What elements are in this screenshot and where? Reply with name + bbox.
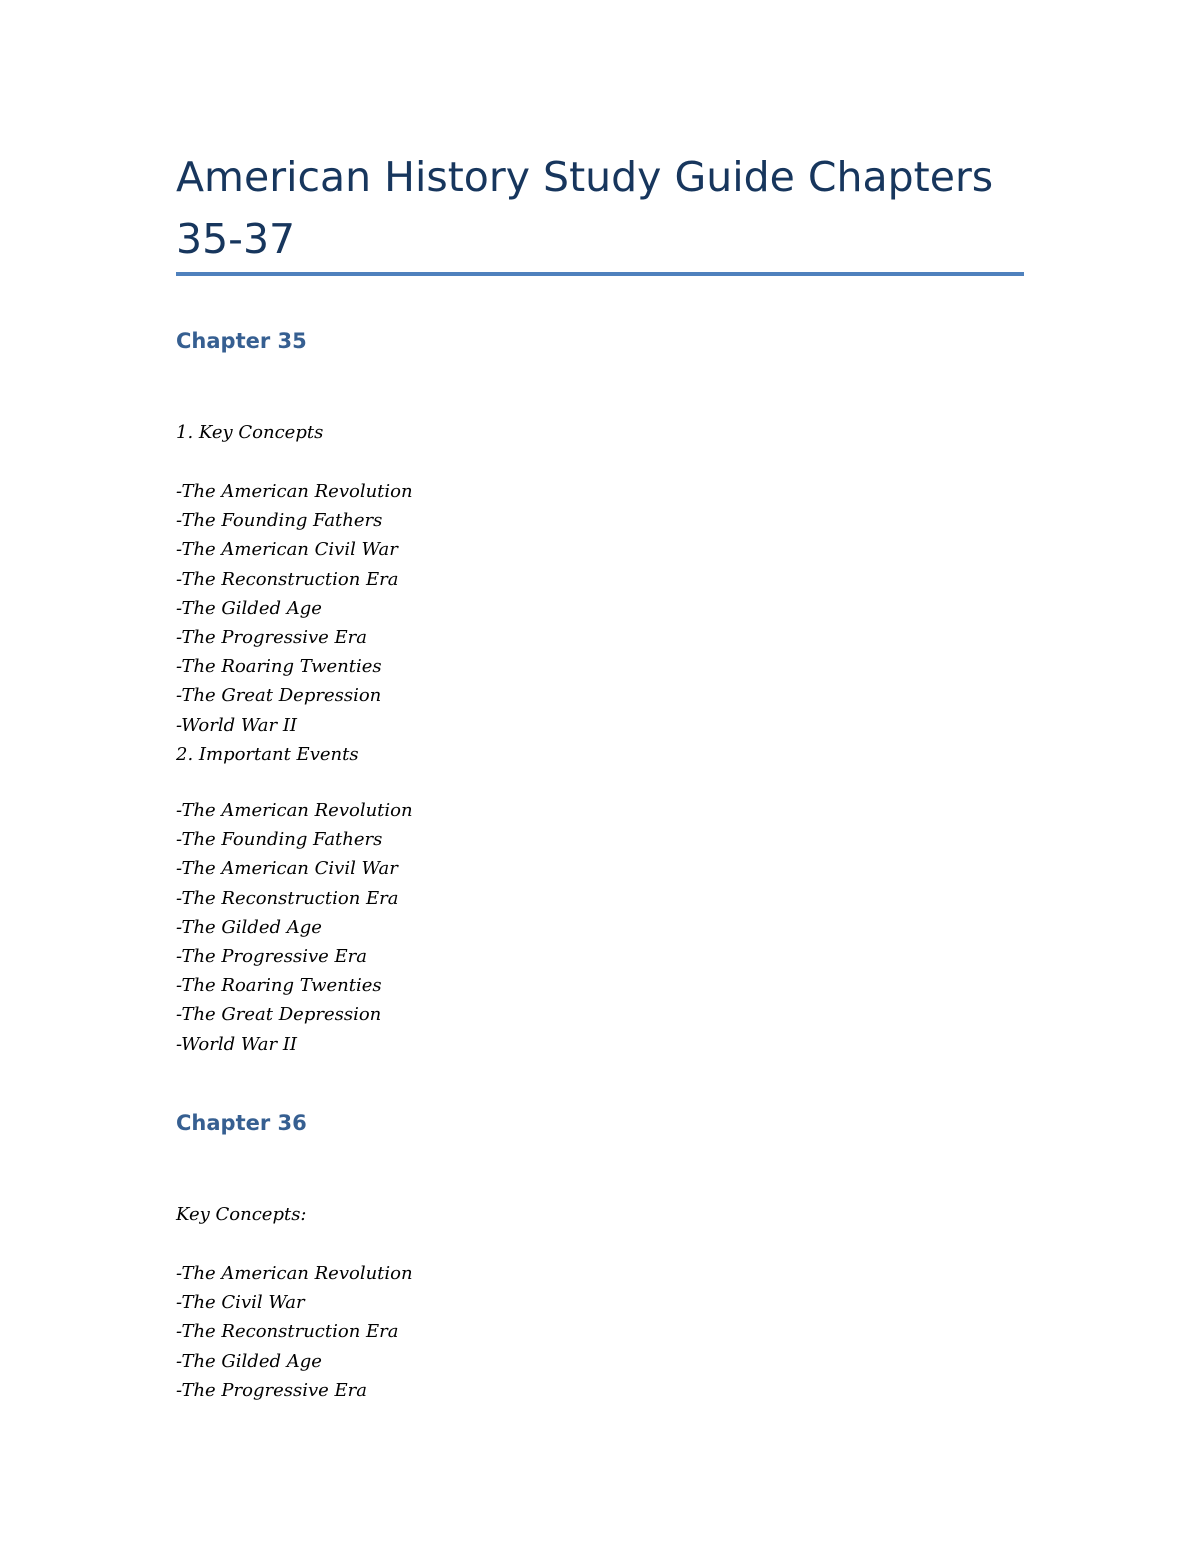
list-item: -The American Revolution <box>176 481 413 502</box>
list-item: -The Founding Fathers <box>176 829 383 851</box>
chapter-36-key-concepts-label: Key Concepts: <box>176 1204 307 1225</box>
list-item: -The Great Depression <box>176 685 382 707</box>
list-item: -The Progressive Era <box>176 626 367 648</box>
list-item: -World War II <box>176 714 298 736</box>
list-item: -The Founding Fathers <box>176 510 383 532</box>
list-item: -The Civil War <box>176 1292 305 1314</box>
list-item: -The Reconstruction Era <box>176 1321 399 1343</box>
list-item: -The Roaring Twenties <box>176 656 382 678</box>
list-item: -The American Revolution <box>176 800 413 821</box>
list-item: -The Reconstruction Era <box>176 887 399 909</box>
chapter-35-important-events-list <box>176 796 413 1059</box>
document-title: American History Study Guide Chapters 35-37 <box>176 153 994 263</box>
list-item: -The American Civil War <box>176 539 398 561</box>
chapter-35-important-events-label: 2. Important Events <box>176 743 359 765</box>
list-item: -The Gilded Age <box>176 597 322 619</box>
list-item: -The Progressive Era <box>176 1379 367 1401</box>
list-item: -The American Revolution <box>176 1263 413 1284</box>
list-item: -The American Civil War <box>176 858 398 880</box>
list-item: -The Roaring Twenties <box>176 975 382 997</box>
list-item: -The Gilded Age <box>176 1350 322 1372</box>
chapter-35-key-concepts-label: 1. Key Concepts <box>176 422 324 443</box>
list-item: -The Gilded Age <box>176 916 322 938</box>
list-item: -World War II <box>176 1033 298 1055</box>
list-item: -The Reconstruction Era <box>176 568 399 590</box>
chapter-35-heading: Chapter 35 <box>176 329 307 353</box>
list-item: -The Progressive Era <box>176 945 367 967</box>
chapter-36-heading: Chapter 36 <box>176 1111 307 1135</box>
list-item: -The Great Depression <box>176 1004 382 1026</box>
chapter-36-key-concepts-list <box>176 1259 413 1405</box>
chapter-35-key-concepts-list <box>176 477 413 769</box>
title-underline <box>176 272 1024 276</box>
